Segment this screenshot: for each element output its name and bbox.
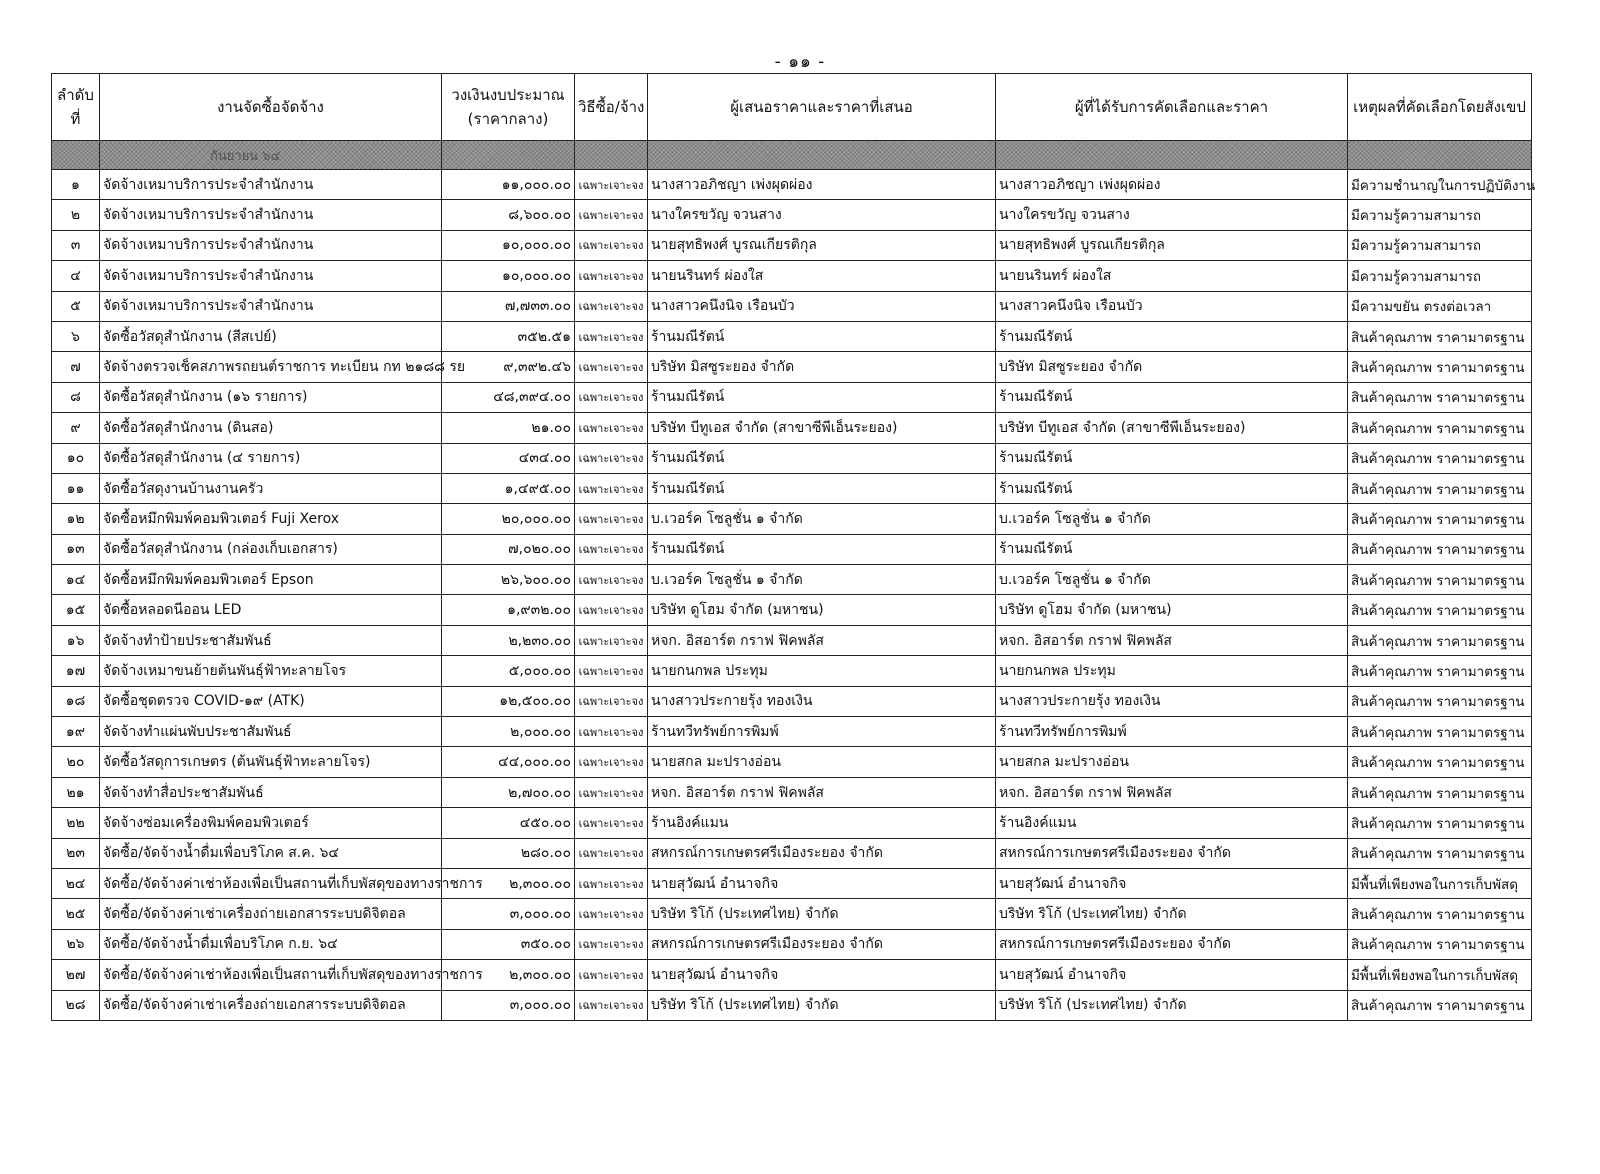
- row-winner: นายกนกพล ประทุม: [996, 656, 1348, 686]
- group-label: กันยายน ๖๔: [100, 141, 442, 170]
- row-number: ๔: [52, 261, 100, 291]
- row-number: ๓: [52, 230, 100, 260]
- row-task: จัดจ้างตรวจเช็คสภาพรถยนต์ราชการ ทะเบียน กท ๒๑๘๘ รย: [100, 352, 442, 382]
- row-amount: ๒,๗๐๐.๐๐: [442, 777, 575, 807]
- row-task: จัดจ้างเหมาบริการประจำสำนักงาน: [100, 200, 442, 230]
- row-method: เฉพาะเจาะจง: [575, 534, 648, 564]
- row-amount: ๗,๗๓๓.๐๐: [442, 291, 575, 321]
- row-number: ๗: [52, 352, 100, 382]
- table-row: [52, 170, 1532, 200]
- table-row: [52, 534, 1532, 564]
- row-reason: สินค้าคุณภาพ ราคามาตรฐาน: [1348, 686, 1532, 716]
- procurement-table: [51, 73, 1536, 1021]
- row-amount: ๑๒,๕๐๐.๐๐: [442, 686, 575, 716]
- row-offer: บ.เวอร์ค โซลูชั่น ๑ จำกัด: [648, 565, 996, 595]
- row-number: ๑๒: [52, 504, 100, 534]
- row-winner: สหกรณ์การเกษตรศรีเมืองระยอง จำกัด: [996, 838, 1348, 868]
- table-row: [52, 352, 1532, 382]
- row-amount: ๓๕๐.๐๐: [442, 929, 575, 959]
- row-number: ๘: [52, 382, 100, 412]
- row-amount: ๑,๙๓๒.๐๐: [442, 595, 575, 625]
- row-offer: นางสาวประกายรุ้ง ทองเงิน: [648, 686, 996, 716]
- row-amount: ๒๘๐.๐๐: [442, 838, 575, 868]
- row-offer: บริษัท ริโก้ (ประเทศไทย) จำกัด: [648, 899, 996, 929]
- row-winner: ร้านมณีรัตน์: [996, 534, 1348, 564]
- row-method: เฉพาะเจาะจง: [575, 899, 648, 929]
- row-offer: นายสุวัฒน์ อำนาจกิจ: [648, 868, 996, 898]
- row-task: จัดซื้อหมึกพิมพ์คอมพิวเตอร์ Fuji Xerox: [100, 504, 442, 534]
- row-task: จัดจ้างทำป้ายประชาสัมพันธ์: [100, 625, 442, 655]
- row-number: ๑๔: [52, 565, 100, 595]
- table-row: [52, 473, 1532, 503]
- header-budget: [442, 74, 575, 141]
- table-row: [52, 291, 1532, 321]
- row-amount: ๑,๔๙๕.๐๐: [442, 473, 575, 503]
- row-number: ๒๗: [52, 960, 100, 990]
- row-offer: นายสกล มะปรางอ่อน: [648, 747, 996, 777]
- row-number: ๑๓: [52, 534, 100, 564]
- row-reason: สินค้าคุณภาพ ราคามาตรฐาน: [1348, 595, 1532, 625]
- row-method: เฉพาะเจาะจง: [575, 504, 648, 534]
- row-reason: สินค้าคุณภาพ ราคามาตรฐาน: [1348, 443, 1532, 473]
- table-row: [52, 413, 1532, 443]
- row-offer: นายสุวัฒน์ อำนาจกิจ: [648, 960, 996, 990]
- row-winner: นางใครขวัญ จวนสาง: [996, 200, 1348, 230]
- row-amount: ๒,๓๐๐.๐๐: [442, 868, 575, 898]
- row-reason: มีพื้นที่เพียงพอในการเก็บพัสดุ: [1348, 868, 1532, 898]
- row-method: เฉพาะเจาะจง: [575, 838, 648, 868]
- group-cell: [52, 141, 100, 170]
- row-task: จัดจ้างเหมาบริการประจำสำนักงาน: [100, 170, 442, 200]
- table-row: [52, 200, 1532, 230]
- row-task: จัดซื้อหมึกพิมพ์คอมพิวเตอร์ Epson: [100, 565, 442, 595]
- row-method: เฉพาะเจาะจง: [575, 717, 648, 747]
- row-method: เฉพาะเจาะจง: [575, 261, 648, 291]
- row-task: จัดซื้อวัสดุสำนักงาน (สีสเปย์): [100, 321, 442, 351]
- row-task: จัดซื้อหลอดนีออน LED: [100, 595, 442, 625]
- row-task: จัดซื้อวัสดุสำนักงาน (กล่องเก็บเอกสาร): [100, 534, 442, 564]
- row-offer: ร้านมณีรัตน์: [648, 321, 996, 351]
- row-task: จัดจ้างเหมาบริการประจำสำนักงาน: [100, 261, 442, 291]
- row-number: ๑๕: [52, 595, 100, 625]
- row-reason: สินค้าคุณภาพ ราคามาตรฐาน: [1348, 929, 1532, 959]
- row-method: เฉพาะเจาะจง: [575, 595, 648, 625]
- row-task: จัดซื้อ/จัดจ้างน้ำดื่มเพื่อบริโภค ก.ย. ๖๔: [100, 929, 442, 959]
- row-amount: ๑๑,๐๐๐.๐๐: [442, 170, 575, 200]
- table-row: [52, 504, 1532, 534]
- row-winner: นายสกล มะปรางอ่อน: [996, 747, 1348, 777]
- row-winner: นายสุวัฒน์ อำนาจกิจ: [996, 960, 1348, 990]
- row-task: จัดซื้อ/จัดจ้างค่าเช่าห้องเพื่อเป็นสถานที่เก็บพัสดุของทางราชการ: [100, 960, 442, 990]
- row-amount: ๒๐,๐๐๐.๐๐: [442, 504, 575, 534]
- row-number: ๑๖: [52, 625, 100, 655]
- row-task: จัดจ้างเหมาบริการประจำสำนักงาน: [100, 230, 442, 260]
- row-method: เฉพาะเจาะจง: [575, 777, 648, 807]
- table-row: [52, 656, 1532, 686]
- row-task: จัดจ้างทำแผ่นพับประชาสัมพันธ์: [100, 717, 442, 747]
- row-method: เฉพาะเจาะจง: [575, 625, 648, 655]
- table-header-row: [52, 74, 1532, 141]
- row-reason: สินค้าคุณภาพ ราคามาตรฐาน: [1348, 382, 1532, 412]
- row-reason: สินค้าคุณภาพ ราคามาตรฐาน: [1348, 990, 1532, 1020]
- group-cell: [648, 141, 996, 170]
- row-method: เฉพาะเจาะจง: [575, 929, 648, 959]
- row-reason: มีความรู้ความสามารถ: [1348, 261, 1532, 291]
- row-offer: บริษัท ดูโฮม จำกัด (มหาชน): [648, 595, 996, 625]
- row-reason: สินค้าคุณภาพ ราคามาตรฐาน: [1348, 625, 1532, 655]
- row-amount: ๒,๓๐๐.๐๐: [442, 960, 575, 990]
- row-reason: สินค้าคุณภาพ ราคามาตรฐาน: [1348, 656, 1532, 686]
- row-offer: หจก. อิสอาร์ต กราฟ ฟิคพลัส: [648, 777, 996, 807]
- row-number: ๒๔: [52, 868, 100, 898]
- row-winner: หจก. อิสอาร์ต กราฟ ฟิคพลัส: [996, 777, 1348, 807]
- table-row: [52, 929, 1532, 959]
- table-row: [52, 868, 1532, 898]
- row-amount: ๓,๐๐๐.๐๐: [442, 899, 575, 929]
- header-offer: ผู้เสนอราคาและราคาที่เสนอ: [648, 74, 996, 141]
- header-winner: ผู้ที่ได้รับการคัดเลือกและราคา: [996, 74, 1348, 141]
- row-number: ๒๓: [52, 838, 100, 868]
- row-amount: ๒,๐๐๐.๐๐: [442, 717, 575, 747]
- row-amount: ๔๓๔.๐๐: [442, 443, 575, 473]
- header-task: งานจัดซื้อจัดจ้าง: [100, 74, 442, 141]
- group-cell: [575, 141, 648, 170]
- row-winner: ร้านทวีทรัพย์การพิมพ์: [996, 717, 1348, 747]
- table-row: [52, 899, 1532, 929]
- row-task: จัดจ้างเหมาขนย้ายต้นพันธุ์ฟ้าทะลายโจร: [100, 656, 442, 686]
- table-row: [52, 443, 1532, 473]
- table-row: [52, 230, 1532, 260]
- row-method: เฉพาะเจาะจง: [575, 352, 648, 382]
- row-reason: สินค้าคุณภาพ ราคามาตรฐาน: [1348, 413, 1532, 443]
- row-offer: หจก. อิสอาร์ต กราฟ ฟิคพลัส: [648, 625, 996, 655]
- row-offer: นายสุทธิพงศ์ บูรณเกียรติกุล: [648, 230, 996, 260]
- row-offer: สหกรณ์การเกษตรศรีเมืองระยอง จำกัด: [648, 838, 996, 868]
- table-row: [52, 686, 1532, 716]
- row-task: จัดซื้อวัสดุการเกษตร (ต้นพันธุ์ฟ้าทะลายโจร): [100, 747, 442, 777]
- row-method: เฉพาะเจาะจง: [575, 686, 648, 716]
- header-method: วิธีซื้อ/จ้าง: [575, 74, 648, 141]
- row-task: จัดซื้อวัสดุสำนักงาน (๔ รายการ): [100, 443, 442, 473]
- row-number: ๑๑: [52, 473, 100, 503]
- table-row: [52, 625, 1532, 655]
- row-method: เฉพาะเจาะจง: [575, 291, 648, 321]
- table-row: [52, 838, 1532, 868]
- row-offer: บริษัท มิสซูระยอง จำกัด: [648, 352, 996, 382]
- row-winner: บริษัท ดูโฮม จำกัด (มหาชน): [996, 595, 1348, 625]
- row-reason: สินค้าคุณภาพ ราคามาตรฐาน: [1348, 321, 1532, 351]
- header-budget-line2: (ราคากลาง): [467, 110, 549, 128]
- row-reason: มีพื้นที่เพียงพอในการเก็บพัสดุ: [1348, 960, 1532, 990]
- row-reason: สินค้าคุณภาพ ราคามาตรฐาน: [1348, 473, 1532, 503]
- group-cell: [442, 141, 575, 170]
- row-number: ๖: [52, 321, 100, 351]
- row-reason: สินค้าคุณภาพ ราคามาตรฐาน: [1348, 747, 1532, 777]
- row-offer: ร้านอิงค์แมน: [648, 808, 996, 838]
- row-method: เฉพาะเจาะจง: [575, 960, 648, 990]
- row-winner: ร้านมณีรัตน์: [996, 382, 1348, 412]
- header-budget-line1: วงเงินงบประมาณ: [451, 86, 565, 104]
- row-winner: บ.เวอร์ค โซลูชั่น ๑ จำกัด: [996, 565, 1348, 595]
- row-reason: มีความรู้ความสามารถ: [1348, 230, 1532, 260]
- row-task: จัดจ้างทำสื่อประชาสัมพันธ์: [100, 777, 442, 807]
- row-winner: นางสาวอภิชญา เพ่งผุดผ่อง: [996, 170, 1348, 200]
- table-row: [52, 717, 1532, 747]
- row-offer: นางใครขวัญ จวนสาง: [648, 200, 996, 230]
- row-offer: ร้านมณีรัตน์: [648, 382, 996, 412]
- row-offer: นางสาวคนึงนิจ เรือนบัว: [648, 291, 996, 321]
- group-cell: [1348, 141, 1532, 170]
- row-offer: สหกรณ์การเกษตรศรีเมืองระยอง จำกัด: [648, 929, 996, 959]
- row-method: เฉพาะเจาะจง: [575, 473, 648, 503]
- row-task: จัดซื้อวัสดุสำนักงาน (๑๖ รายการ): [100, 382, 442, 412]
- table-row: [52, 595, 1532, 625]
- row-method: เฉพาะเจาะจง: [575, 747, 648, 777]
- table-body: [52, 141, 1536, 1021]
- row-task: จัดซื้อ/จัดจ้างค่าเช่าเครื่องถ่ายเอกสารระบบดิจิตอล: [100, 990, 442, 1020]
- row-method: เฉพาะเจาะจง: [575, 200, 648, 230]
- row-winner: ร้านอิงค์แมน: [996, 808, 1348, 838]
- table-row: [52, 990, 1532, 1020]
- row-reason: สินค้าคุณภาพ ราคามาตรฐาน: [1348, 808, 1532, 838]
- row-winner: บริษัท ริโก้ (ประเทศไทย) จำกัด: [996, 899, 1348, 929]
- row-reason: สินค้าคุณภาพ ราคามาตรฐาน: [1348, 838, 1532, 868]
- row-task: จัดซื้อวัสดุสำนักงาน (ดินสอ): [100, 413, 442, 443]
- row-method: เฉพาะเจาะจง: [575, 990, 648, 1020]
- group-cell: [996, 141, 1348, 170]
- row-number: ๒๕: [52, 899, 100, 929]
- row-amount: ๘,๖๐๐.๐๐: [442, 200, 575, 230]
- row-winner: บริษัท บีทูเอส จำกัด (สาขาซีพีเอ็นระยอง): [996, 413, 1348, 443]
- row-winner: นางสาวประกายรุ้ง ทองเงิน: [996, 686, 1348, 716]
- page-number: - ๑๑ -: [774, 52, 826, 72]
- row-number: ๕: [52, 291, 100, 321]
- row-task: จัดจ้างเหมาบริการประจำสำนักงาน: [100, 291, 442, 321]
- row-offer: นางสาวอภิชญา เพ่งผุดผ่อง: [648, 170, 996, 200]
- table-row: [52, 808, 1532, 838]
- row-method: เฉพาะเจาะจง: [575, 443, 648, 473]
- row-number: ๒: [52, 200, 100, 230]
- table-row: [52, 777, 1532, 807]
- row-amount: ๒,๒๓๐.๐๐: [442, 625, 575, 655]
- row-method: เฉพาะเจาะจง: [575, 868, 648, 898]
- row-winner: ร้านมณีรัตน์: [996, 443, 1348, 473]
- row-winner: นางสาวคนึงนิจ เรือนบัว: [996, 291, 1348, 321]
- row-amount: ๔๘,๓๙๔.๐๐: [442, 382, 575, 412]
- row-offer: ร้านมณีรัตน์: [648, 534, 996, 564]
- group-row: [52, 141, 1532, 170]
- row-method: เฉพาะเจาะจง: [575, 413, 648, 443]
- row-amount: ๔๔,๐๐๐.๐๐: [442, 747, 575, 777]
- row-reason: สินค้าคุณภาพ ราคามาตรฐาน: [1348, 504, 1532, 534]
- row-number: ๙: [52, 413, 100, 443]
- row-reason: สินค้าคุณภาพ ราคามาตรฐาน: [1348, 565, 1532, 595]
- row-winner: สหกรณ์การเกษตรศรีเมืองระยอง จำกัด: [996, 929, 1348, 959]
- table-row: [52, 747, 1532, 777]
- row-winner: นายสุวัฒน์ อำนาจกิจ: [996, 868, 1348, 898]
- row-task: จัดซื้อ/จัดจ้างน้ำดื่มเพื่อบริโภค ส.ค. ๖๔: [100, 838, 442, 868]
- header-reason: เหตุผลที่คัดเลือกโดยสังเขป: [1348, 74, 1532, 141]
- row-task: จัดซื้อ/จัดจ้างค่าเช่าห้องเพื่อเป็นสถานที่เก็บพัสดุของทางราชการ: [100, 868, 442, 898]
- row-amount: ๒๑.๐๐: [442, 413, 575, 443]
- table-row: [52, 565, 1532, 595]
- header-no: [52, 74, 100, 141]
- row-number: ๒๘: [52, 990, 100, 1020]
- row-number: ๑๘: [52, 686, 100, 716]
- row-reason: มีความชำนาญในการปฏิบัติงาน: [1348, 170, 1532, 200]
- row-number: ๒๐: [52, 747, 100, 777]
- row-offer: บริษัท บีทูเอส จำกัด (สาขาซีพีเอ็นระยอง): [648, 413, 996, 443]
- row-method: เฉพาะเจาะจง: [575, 230, 648, 260]
- row-winner: บริษัท ริโก้ (ประเทศไทย) จำกัด: [996, 990, 1348, 1020]
- row-winner: ร้านมณีรัตน์: [996, 473, 1348, 503]
- row-number: ๑๐: [52, 443, 100, 473]
- row-offer: ร้านมณีรัตน์: [648, 473, 996, 503]
- row-winner: นายนรินทร์ ผ่องใส: [996, 261, 1348, 291]
- row-amount: ๑๐,๐๐๐.๐๐: [442, 261, 575, 291]
- row-task: จัดจ้างซ่อมเครื่องพิมพ์คอมพิวเตอร์: [100, 808, 442, 838]
- table-row: [52, 261, 1532, 291]
- row-winner: ร้านมณีรัตน์: [996, 321, 1348, 351]
- header-no-line1: ลำดับ: [57, 86, 94, 104]
- row-task: จัดซื้อ/จัดจ้างค่าเช่าเครื่องถ่ายเอกสารระบบดิจิตอล: [100, 899, 442, 929]
- row-amount: ๓๕๒.๕๑: [442, 321, 575, 351]
- row-winner: บริษัท มิสซูระยอง จำกัด: [996, 352, 1348, 382]
- row-amount: ๒๖,๖๐๐.๐๐: [442, 565, 575, 595]
- row-task: จัดซื้อวัสดุงานบ้านงานครัว: [100, 473, 442, 503]
- row-reason: สินค้าคุณภาพ ราคามาตรฐาน: [1348, 899, 1532, 929]
- row-offer: บริษัท ริโก้ (ประเทศไทย) จำกัด: [648, 990, 996, 1020]
- row-offer: ร้านทวีทรัพย์การพิมพ์: [648, 717, 996, 747]
- row-offer: นายกนกพล ประทุม: [648, 656, 996, 686]
- row-method: เฉพาะเจาะจง: [575, 382, 648, 412]
- row-method: เฉพาะเจาะจง: [575, 808, 648, 838]
- row-task: จัดซื้อชุดตรวจ COVID-๑๙ (ATK): [100, 686, 442, 716]
- row-winner: หจก. อิสอาร์ต กราฟ ฟิคพลัส: [996, 625, 1348, 655]
- row-number: ๑: [52, 170, 100, 200]
- row-winner: นายสุทธิพงศ์ บูรณเกียรติกุล: [996, 230, 1348, 260]
- row-amount: ๙,๓๙๒.๔๖: [442, 352, 575, 382]
- row-reason: มีความรู้ความสามารถ: [1348, 200, 1532, 230]
- header-no-line2: ที่: [70, 110, 81, 128]
- row-number: ๒๖: [52, 929, 100, 959]
- row-amount: ๕,๐๐๐.๐๐: [442, 656, 575, 686]
- row-reason: มีความขยัน ตรงต่อเวลา: [1348, 291, 1532, 321]
- row-method: เฉพาะเจาะจง: [575, 170, 648, 200]
- row-number: ๒๒: [52, 808, 100, 838]
- row-offer: นายนรินทร์ ผ่องใส: [648, 261, 996, 291]
- table-row: [52, 321, 1532, 351]
- row-method: เฉพาะเจาะจง: [575, 656, 648, 686]
- row-winner: บ.เวอร์ค โซลูชั่น ๑ จำกัด: [996, 504, 1348, 534]
- row-number: ๑๙: [52, 717, 100, 747]
- row-method: เฉพาะเจาะจง: [575, 321, 648, 351]
- row-reason: สินค้าคุณภาพ ราคามาตรฐาน: [1348, 717, 1532, 747]
- row-amount: ๑๐,๐๐๐.๐๐: [442, 230, 575, 260]
- row-method: เฉพาะเจาะจง: [575, 565, 648, 595]
- table-row: [52, 960, 1532, 990]
- row-reason: สินค้าคุณภาพ ราคามาตรฐาน: [1348, 777, 1532, 807]
- row-amount: ๓,๐๐๐.๐๐: [442, 990, 575, 1020]
- row-offer: ร้านมณีรัตน์: [648, 443, 996, 473]
- row-reason: สินค้าคุณภาพ ราคามาตรฐาน: [1348, 534, 1532, 564]
- row-amount: ๔๕๐.๐๐: [442, 808, 575, 838]
- row-amount: ๗,๐๒๐.๐๐: [442, 534, 575, 564]
- row-number: ๑๗: [52, 656, 100, 686]
- row-number: ๒๑: [52, 777, 100, 807]
- row-reason: สินค้าคุณภาพ ราคามาตรฐาน: [1348, 352, 1532, 382]
- table-row: [52, 382, 1532, 412]
- row-offer: บ.เวอร์ค โซลูชั่น ๑ จำกัด: [648, 504, 996, 534]
